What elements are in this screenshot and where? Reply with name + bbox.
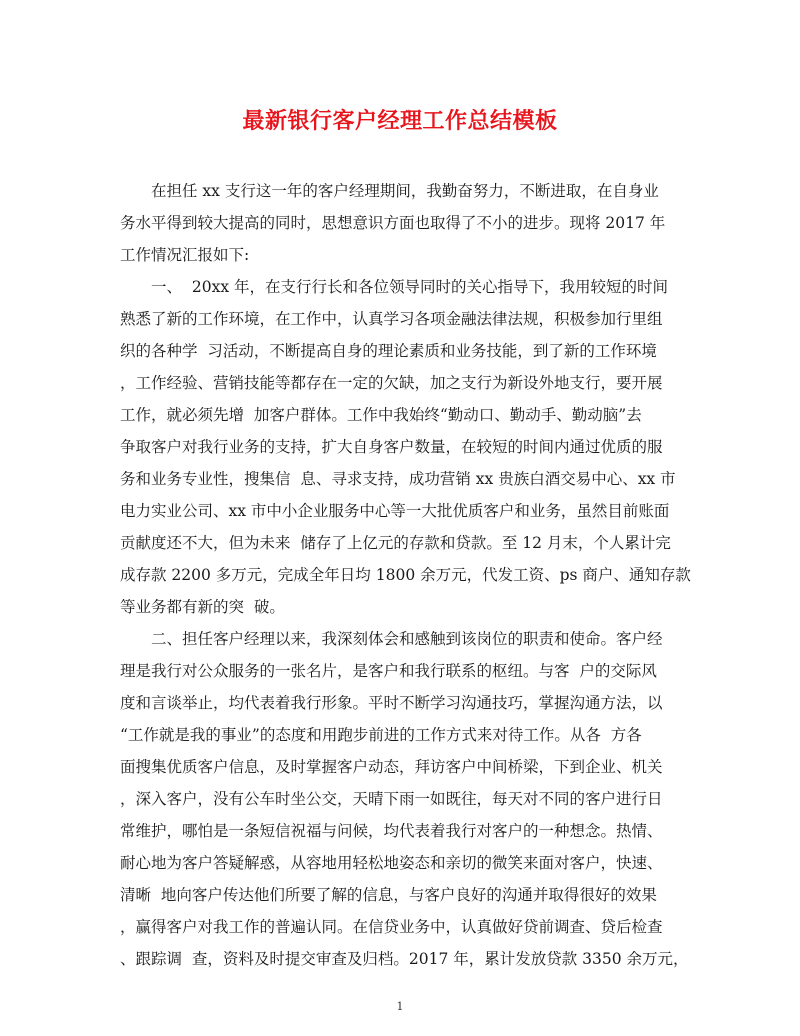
paragraph-line: ，赢得客户对我工作的普遍认同。在信贷业务中，认真做好贷前调查、贷后检查	[120, 918, 663, 936]
paragraph-line: 电力实业公司、xx 市中小企业服务中心等一大批优质客户和业务，虽然目前账面	[120, 502, 670, 520]
paragraph-line: 面搜集优质客户信息，及时掌握客户动态，拜访客户中间桥梁，下到企业、机关	[120, 758, 663, 776]
paragraph-line: 理是我行对公众服务的一张名片，是客户和我行联系的枢纽。与客 户的交际风	[120, 662, 657, 680]
paragraph-line: 熟悉了新的工作环境，在工作中，认真学习各项金融法律法规，积极参加行里组	[120, 310, 663, 328]
paragraph-line: 一、 20xx 年，在支行行长和各位领导同时的关心指导下，我用较短的时间	[151, 278, 668, 296]
paragraph-line: 织的各种学 习活动，不断提高自身的理论素质和业务技能，到了新的工作环境	[120, 342, 657, 360]
paragraph-line: 在担任 xx 支行这一年的客户经理期间，我勤奋努力，不断进取，在自身业	[151, 182, 659, 200]
paragraph-line: “工作就是我的事业”的态度和用跑步前进的工作方式来对待工作。从各 方各	[120, 726, 642, 744]
paragraph-line: 、跟踪调 查，资料及时提交审查及归档。2017 年，累计发放贷款 3350 余万元，	[120, 950, 689, 968]
paragraph-line: 二、担任客户经理以来，我深刻体会和感触到该岗位的职责和使命。客户经	[151, 630, 663, 648]
paragraph-line: 工作情况汇报如下:	[120, 246, 250, 264]
paragraph-line: 成存款 2200 多万元，完成全年日均 1800 余万元，代发工资、ps 商户、通知存款	[120, 566, 691, 584]
paragraph-line: ，工作经验、营销技能等都存在一定的欠缺，加之支行为新设外地支行，要开展	[120, 374, 663, 392]
paragraph-line: 清晰 地向客户传达他们所要了解的信息，与客户良好的沟通并取得很好的效果	[120, 886, 657, 904]
paragraph-line: 度和言谈举止，均代表着我行形象。平时不断学习沟通技巧，掌握沟通方法，以	[120, 694, 663, 712]
paragraph-line: 务和业务专业性，搜集信 息、寻求支持，成功营销 xx 贵族白酒交易中心、xx 市	[120, 470, 676, 488]
page-number: 1	[396, 1000, 404, 1013]
paragraph-line: ，深入客户，没有公车时坐公交，天晴下雨一如既往，每天对不同的客户进行日	[120, 790, 663, 808]
paragraph-line: 争取客户对我行业务的支持，扩大自身客户数量，在较短的时间内通过优质的服	[120, 438, 663, 456]
paragraph-line: 常维护，哪怕是一条短信祝福与问候，均代表着我行对客户的一种想念。热情、	[120, 822, 663, 840]
paragraph-line: 耐心地为客户答疑解惑，从容地用轻松地姿态和亲切的微笑来面对客户，快速、	[120, 854, 663, 872]
paragraph-line: 等业务都有新的突 破。	[120, 598, 285, 616]
paragraph-line: 工作，就必须先增 加客户群体。工作中我始终“勤动口、勤动手、勤动脑”去	[120, 406, 642, 424]
paragraph-line: 贡献度还不大，但为未来 储存了上亿元的存款和贷款。至 12 月末，个人累计完	[120, 534, 671, 552]
paragraph-line: 务水平得到较大提高的同时，思想意识方面也取得了不小的进步。现将 2017 年	[120, 214, 666, 232]
document-title: 最新银行客户经理工作总结模板	[242, 108, 558, 134]
